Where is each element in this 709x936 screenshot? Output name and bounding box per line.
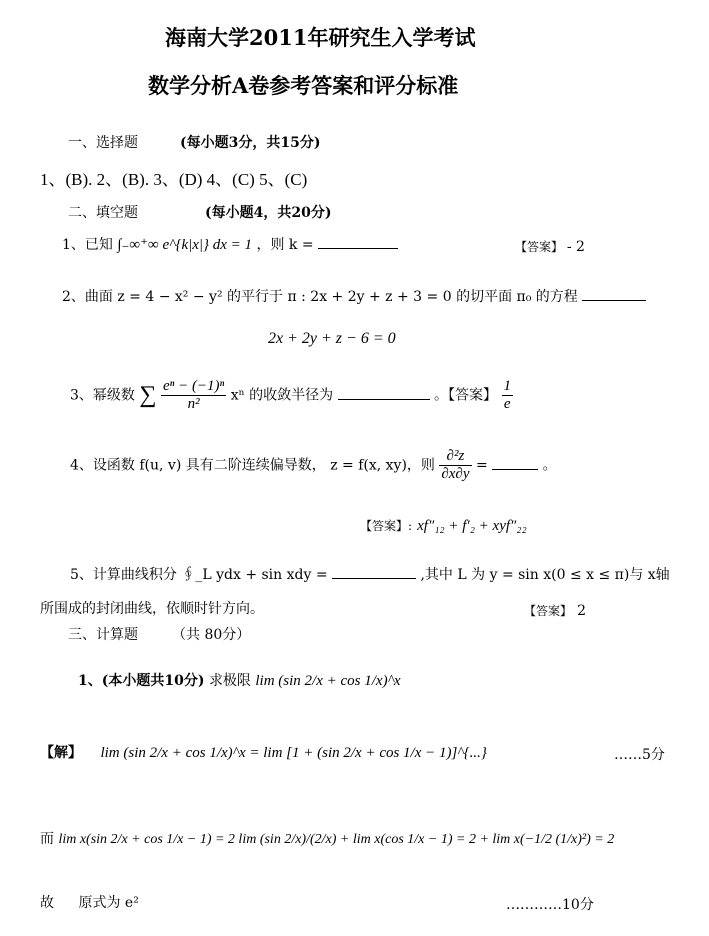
fill-q3-blank [338, 385, 430, 400]
fill-q1-blank [318, 234, 398, 249]
calc-q1 [78, 670, 401, 690]
fill-q3-answer-den: e [502, 395, 514, 413]
fill-q3-answer-label: 。【答案】 [434, 387, 498, 404]
calc-q1-final-score: …………10分 [506, 897, 594, 913]
fill-q3-pre: 3、幂级数 [70, 387, 135, 404]
fill-q3-num: eⁿ − (−1)ⁿ [162, 378, 225, 394]
fill-q5-text: 5、计算曲线积分 ∮_L ydx + sin xdy = [70, 567, 328, 583]
fill-q5-post: ,其中 L 为 y = sin x(0 ≤ x ≤ π)与 x轴 [420, 567, 670, 583]
fill-q5-answer-label: 【答案】 [524, 604, 573, 618]
fill-q1 [62, 234, 398, 254]
calc-q1-step2-pre: 而 [40, 831, 54, 847]
fill-q4-answer-label: 【答案】: [360, 519, 413, 533]
fill-q1-integral: ∫₋∞⁺∞ e^{k|x|} dx = 1 [117, 237, 253, 253]
fill-q3-fraction [161, 378, 226, 413]
fill-q3-den: n² [161, 395, 226, 413]
fill-q3-answer-num: 1 [503, 378, 511, 394]
fill-q1-answer-value: - 2 [566, 239, 585, 255]
choice-answers: 1、(B). 2、(B). 3、(D) 4、(C) 5、(C) [40, 170, 308, 189]
section-fill-scoring: (每小题4，共20分) [205, 205, 332, 221]
calc-q1-label: 1、(本小题共10分) [78, 673, 205, 689]
calc-q1-step1 [40, 742, 487, 762]
calc-q1-conclusion [40, 892, 139, 912]
calc-q1-step1-score: ……5分 [614, 747, 665, 763]
fill-q4-answer [360, 515, 527, 535]
fill-q2 [62, 286, 646, 306]
fill-q2-blank [582, 286, 646, 301]
sum-symbol: ∑ [139, 382, 157, 408]
fill-q2-text: 2、曲面 z = 4 − x² − y² 的平行于 π : 2x + 2y + z + 3 = 0 的切平面 π₀ 的方程 [62, 289, 578, 305]
fill-q4-eq: = [475, 457, 488, 474]
fill-q1-answer [515, 238, 585, 255]
section-calc-scoring: （共 80分） [172, 627, 251, 643]
section-choice-scoring: (每小题3分，共15分) [180, 135, 321, 151]
title-line-2: 数学分析A卷参考答案和评分标准 [148, 73, 459, 98]
section-choice-label: 一、选择题 [68, 135, 138, 151]
calc-q1-step2 [40, 828, 614, 848]
calc-q1-expr: lim (sin 2/x + cos 1/x)^x [255, 673, 401, 689]
fill-q5-line2: 所围成的封闭曲线，依顺时针方向。 [40, 601, 264, 617]
fill-q4-blank [492, 455, 538, 470]
fill-q3 [70, 378, 513, 413]
fill-q4-derivative [439, 448, 471, 483]
calc-q1-text: 求极限 [208, 673, 251, 689]
solution-label: 【解】 [40, 745, 82, 761]
fill-q3-answer [502, 378, 514, 413]
fill-q1-answer-label: 【答案】 [515, 240, 564, 254]
fill-q5-answer [524, 600, 586, 619]
fill-q1-post: ，则 k = [256, 237, 314, 253]
calc-q1-step1-expr: lim (sin 2/x + cos 1/x)^x = lim [1 + (sin 2/x + cos 1/x − 1)]^{...} [100, 745, 487, 761]
fill-q5 [70, 564, 670, 584]
fill-q5-answer-value: 2 [577, 603, 587, 619]
fill-q3-post: xⁿ 的收敛半径为 [230, 387, 334, 404]
fill-q4-deriv-num: ∂²z [446, 448, 465, 464]
fill-q4: 4、设函数 f(u, v) 具有二阶连续偏导数， z = f(x, xy)，则 $\frac{\text{∂²z}}{\partial x\partial y}$ = 。 [70, 448, 557, 482]
fill-q5-blank [332, 564, 416, 579]
fill-q1-pre: 1、已知 [62, 237, 113, 253]
fill-q4-text: 4、设函数 f(u, v) 具有二阶连续偏导数， z = f(x, xy)，则 [70, 457, 435, 474]
calc-q1-step2-expr: lim x(sin 2/x + cos 1/x − 1) = 2 lim (sin 2/x)/(2/x) + lim x(cos 1/x − 1) = 2 + lim x(−1/2 (1/x)²) = 2 [58, 832, 615, 847]
fill-q4-answer-value: xf″₁₂ + f′₂ + xyf″₂₂ [417, 518, 527, 534]
fill-q4-deriv-den: ∂x∂y [441, 466, 470, 482]
calc-q1-conclusion-pre: 故 [40, 895, 54, 911]
calc-q1-conclusion-text: 原式为 e² [78, 895, 139, 911]
title-line-1: 海南大学2011年研究生入学考试 [165, 25, 476, 50]
fill-q2-answer: 2x + 2y + z − 6 = 0 [268, 330, 396, 347]
section-calc-label: 三、计算题 [68, 627, 138, 643]
section-fill-label: 二、填空题 [68, 205, 138, 221]
